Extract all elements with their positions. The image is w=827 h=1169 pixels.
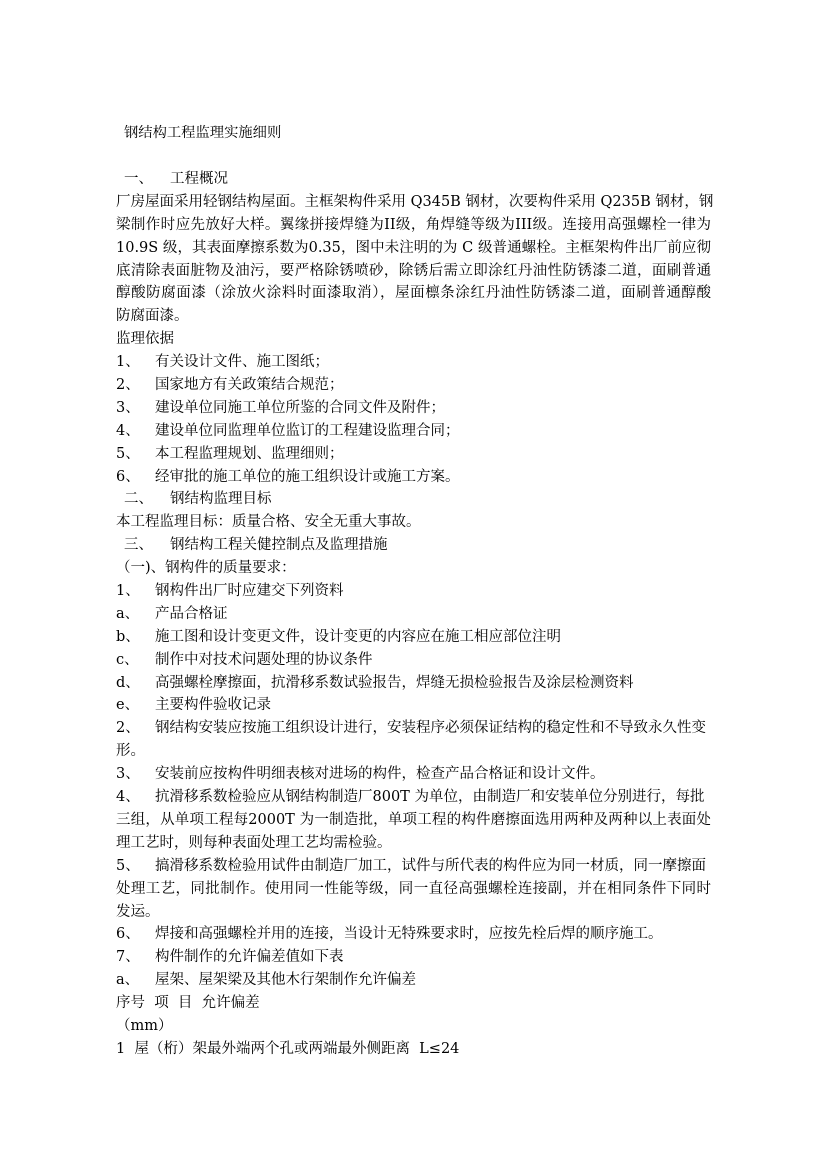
table-row: 1 屋（桁）架最外端两个孔或两端最外侧距离 L≤24 (116, 1040, 460, 1057)
list-item-continuation: 三组，从单项工程每2000T 为一制造批，单项工程的构件磨擦面选用两种及两种以上表面处 (116, 811, 711, 828)
table-header: 序号 项 目 允许偏差 (116, 995, 260, 1012)
item-text: 国家地方有关政策结合规范； (155, 377, 344, 394)
item-number: 2、 (116, 720, 140, 737)
list-item (116, 466, 711, 489)
item-number: 4、 (116, 789, 140, 806)
list-item-continuation: 理工艺时，则每种表面处理工艺均需检验。 (116, 834, 392, 851)
item-text: 经审批的施工单位的施工组织设计或施工方案。 (155, 468, 460, 485)
item-text: 产品合格证 (155, 605, 228, 622)
item-letter: e、 (116, 697, 140, 714)
section-heading-goal (116, 488, 711, 511)
list-item (116, 923, 711, 946)
section-title: 工程概况 (170, 171, 228, 187)
item-number: 5、 (116, 857, 140, 874)
document-body (116, 168, 714, 1061)
paragraph-line: 梁制作时应先放好大样。翼缘拼接焊缝为II级，角焊缝等级为III级。连接用高强螺栓一律为 (116, 216, 711, 233)
basis-list (116, 351, 711, 488)
paragraph-line: 厂房屋面采用轻钢结构屋面。主框架构件采用 Q345B 钢材，次要构件采用 Q235B 钢材，钢 (116, 193, 714, 210)
item-number: 4、 (116, 422, 140, 439)
list-item (116, 717, 711, 740)
list-item (116, 420, 711, 443)
item-text: 安装前应按构件明细表核对进场的构件，检查产品合格证和设计文件。 (155, 766, 605, 783)
list-item (116, 397, 711, 420)
item-number: 5、 (116, 445, 140, 462)
list-item (116, 443, 711, 466)
list-item-continuation: 形。 (116, 743, 145, 760)
item-text: 建设单位同施工单位所鉴的合同文件及附件； (155, 399, 445, 416)
section-heading-overview (116, 168, 711, 191)
table-unit: （mm） (116, 1017, 173, 1034)
item-letter: d、 (116, 674, 140, 691)
item-number: 6、 (116, 468, 140, 485)
section-title: 钢结构工程关健控制点及监理措施 (170, 537, 388, 554)
item-text: 屋架、屋架梁及其他木行架制作允许偏差 (155, 972, 416, 989)
overview-paragraph (116, 191, 714, 328)
item-text: 主要构件验收记录 (155, 697, 271, 714)
paragraph-line: 防腐面漆。 (116, 308, 189, 325)
item-text: 施工图和设计变更文件，设计变更的内容应在施工相应部位注明 (155, 628, 561, 645)
list-item (116, 855, 711, 878)
sub-list-item (116, 672, 711, 695)
item-text: 钢构件出厂时应建交下列资料 (155, 583, 344, 600)
list-item (116, 351, 711, 374)
item-text: 抗滑移系数检验应从钢结构制造厂800T 为单位，由制造厂和安装单位分别进行，每批 (155, 789, 705, 806)
item-number: 7、 (116, 949, 140, 966)
document-title: 钢结构工程监理实施细则 (124, 125, 282, 141)
item-letter: a、 (116, 972, 140, 989)
list-item (116, 763, 711, 786)
item-text: 构件制作的允许偏差值如下表 (155, 949, 344, 966)
section-number: 二、 (124, 491, 153, 508)
list-item (116, 946, 711, 969)
sub-list-item (116, 603, 711, 626)
paragraph-line: 醇酸防腐面漆（涂放火涂料时面漆取消），屋面檩条涂红丹油性防锈漆二道，面刷普通醇酸 (116, 285, 711, 302)
item-text: 制作中对技术问题处理的协议条件 (155, 651, 373, 668)
item-number: 3、 (116, 399, 140, 416)
section-title: 钢结构监理目标 (170, 491, 272, 508)
basis-heading: 监理依据 (116, 331, 174, 348)
item-number: 2、 (116, 377, 140, 394)
list-item-continuation: 发运。 (116, 903, 160, 920)
paragraph-line: 10.9S 级，其表面摩擦系数为0.35，图中未注明的为 C 级普通螺栓。主框架构件出厂前应彻 (116, 239, 711, 256)
list-item-continuation: 处理工艺，同批制作。使用同一性能等级，同一直径高强螺栓连接副，并在相同条件下同时 (116, 880, 711, 897)
item-text: 钢结构安装应按施工组织设计进行，安装程序必须保证结构的稳定性和不导致永久性变 (155, 720, 706, 737)
item-letter: a、 (116, 605, 140, 622)
item-number: 1、 (116, 583, 140, 600)
sub-list-item (116, 694, 711, 717)
item-text: 建设单位同监理单位监订的工程建设监理合同； (155, 422, 460, 439)
item-text: 焊接和高强螺栓并用的连接，当设计无特殊要求时，应按先栓后焊的顺序施工。 (155, 926, 663, 943)
section-number: 三、 (124, 537, 153, 554)
paragraph-line: 底清除表面脏物及油污，要严格除锈喷砂，除锈后需立即涂红丹油性防锈漆二道，面刷普通 (116, 262, 711, 279)
item-letter: b、 (116, 628, 140, 645)
list-item (116, 786, 711, 809)
sub-list-item (116, 969, 711, 992)
item-number: 1、 (116, 354, 140, 371)
item-number: 3、 (116, 766, 140, 783)
section-heading-control-points (116, 534, 711, 557)
sub-list-item (116, 649, 711, 672)
item-text: 搞滑移系数检验用试件由制造厂加工，试件与所代表的构件应为同一材质，同一摩擦面 (155, 857, 706, 874)
subsection-heading: （一)、钢构件的质量要求： (116, 560, 296, 577)
sub-list-item (116, 626, 711, 649)
item-text: 有关设计文件、施工图纸； (155, 354, 329, 371)
item-letter: c、 (116, 651, 139, 668)
item-number: 6、 (116, 926, 140, 943)
list-item (116, 374, 711, 397)
section-number: 一、 (124, 171, 153, 187)
item-text: 本工程监理规划、监理细则； (155, 445, 344, 462)
goal-text: 本工程监理目标：质量合格、安全无重大事故。 (116, 514, 421, 531)
list-item (116, 580, 711, 603)
item-text: 高强螺栓摩擦面，抗滑移系数试验报告，焊缝无损检验报告及涂层检测资料 (155, 674, 634, 691)
